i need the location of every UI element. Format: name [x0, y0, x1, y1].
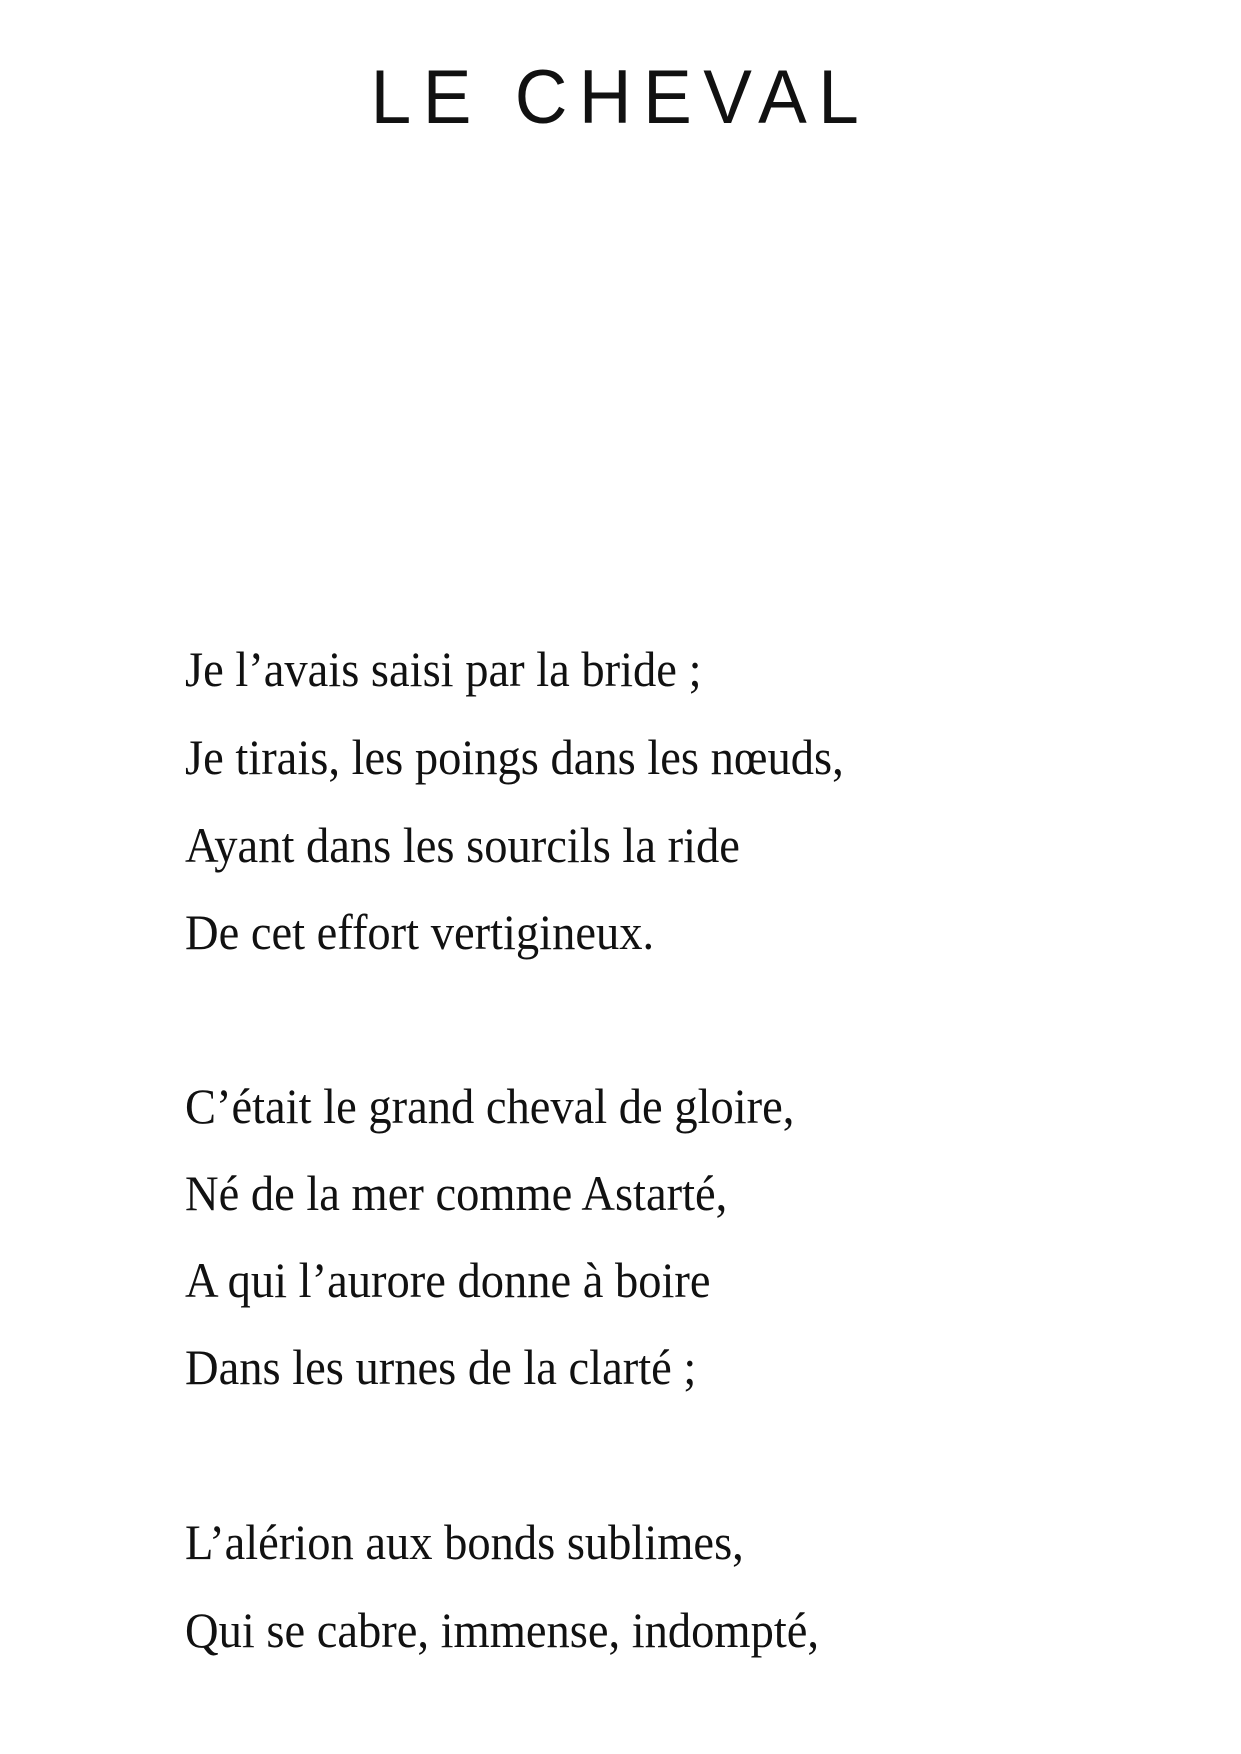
verse-line: De cet effort vertigineux.: [185, 904, 655, 960]
verse-line: A qui l’aurore donne à boire: [185, 1252, 711, 1308]
verse-line: Ayant dans les sourcils la ride: [185, 817, 740, 873]
verse-line: Qui se cabre, immense, indompté,: [185, 1602, 820, 1658]
verse-line: C’était le grand cheval de gloire,: [185, 1078, 795, 1134]
verse-line: Je l’avais saisi par la bride ;: [185, 641, 702, 697]
verse-line: Né de la mer comme Astarté,: [185, 1165, 728, 1221]
poem-title: LE CHEVAL: [370, 55, 871, 140]
verse-line: Dans les urnes de la clarté ;: [185, 1339, 697, 1395]
verse-line: L’alérion aux bonds sublimes,: [185, 1514, 744, 1570]
verse-line: Je tirais, les poings dans les nœuds,: [185, 729, 844, 785]
